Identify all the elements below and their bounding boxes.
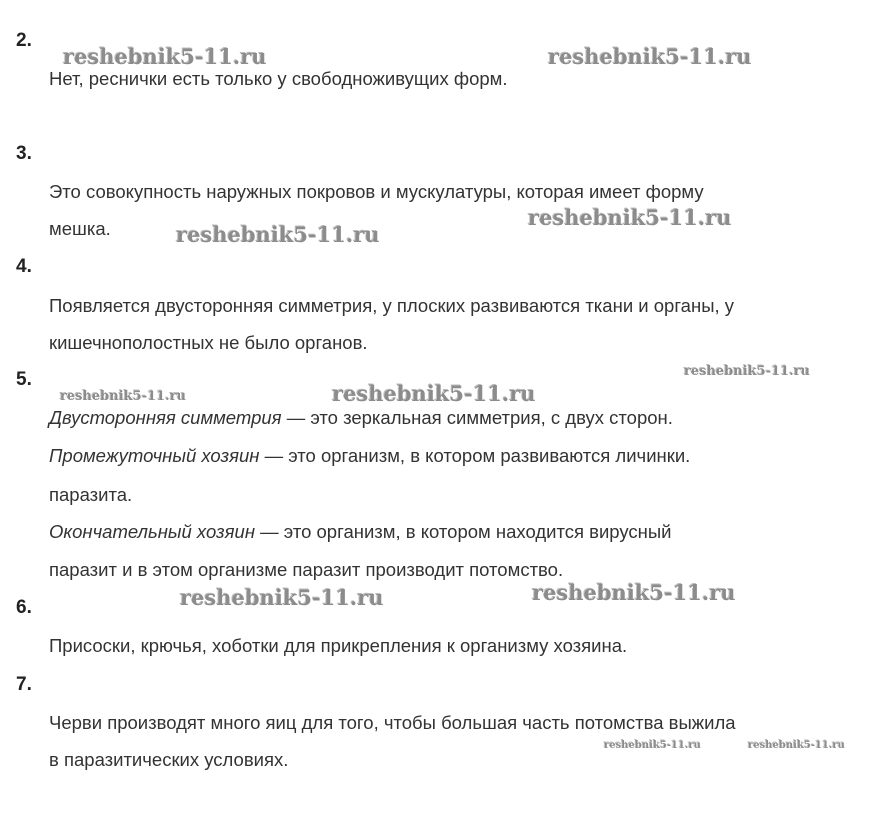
definition-continuation [49, 484, 132, 506]
answer-number-2: 2. [16, 30, 32, 51]
definition-text: паразита. [49, 484, 133, 505]
answer-4-line-2: кишечнополостных не было органов. [49, 332, 368, 353]
watermark: reshebnik5-11.ru [548, 44, 752, 69]
watermark: reshebnik5-11.ru [532, 580, 736, 605]
watermark: reshebnik5-11.ru [748, 740, 845, 751]
definition-intermediate-host [49, 445, 690, 467]
answer-7-line-2: в паразитических условиях. [49, 749, 289, 770]
watermark: reshebnik5-11.ru [60, 389, 187, 404]
definition-definitive-host [49, 521, 672, 543]
definition-text: паразит и в этом организме паразит производит потомство. [49, 559, 564, 580]
term-intermediate-host: Промежуточный хозяин [49, 445, 260, 466]
answer-7-line-1: Черви производят много яиц для того, чтобы большая часть потомства выжила [49, 712, 736, 733]
answer-2-line-1: Нет, реснички есть только у свободноживущих форм. [49, 68, 508, 89]
watermark: reshebnik5-11.ru [684, 364, 811, 379]
definition-bilateral-symmetry [49, 407, 673, 429]
answer-3-line-2: мешка. [49, 218, 111, 239]
watermark: reshebnik5-11.ru [176, 222, 380, 247]
answer-3-line-1: Это совокупность наружных покровов и мускулатуры, которая имеет форму [49, 181, 704, 202]
definition-text: — это зеркальная симметрия, с двух сторон. [281, 407, 673, 428]
term-definitive-host: Окончательный хозяин [49, 521, 256, 542]
watermark: reshebnik5-11.ru [180, 585, 384, 610]
watermark: reshebnik5-11.ru [528, 205, 732, 230]
answer-4-line-1: Появляется двусторонняя симметрия, у плоских развиваются ткани и органы, у [49, 295, 735, 316]
term-bilateral-symmetry: Двусторонняя симметрия [49, 407, 282, 428]
answer-number-6: 6. [16, 597, 32, 618]
definition-text: — это организм, в котором находится вирусный [255, 521, 672, 542]
answer-6-line-1: Присоски, крючья, хоботки для прикрепления к организму хозяина. [49, 635, 628, 656]
answer-number-5: 5. [16, 369, 32, 390]
watermark: reshebnik5-11.ru [63, 44, 267, 69]
watermark: reshebnik5-11.ru [332, 381, 536, 406]
watermark: reshebnik5-11.ru [604, 740, 701, 751]
answer-number-3: 3. [16, 143, 32, 164]
definition-text: — это организм, в котором развиваются личинки. [259, 445, 691, 466]
definition-continuation [49, 559, 563, 581]
answer-number-7: 7. [16, 674, 32, 695]
answer-number-4: 4. [16, 256, 32, 277]
